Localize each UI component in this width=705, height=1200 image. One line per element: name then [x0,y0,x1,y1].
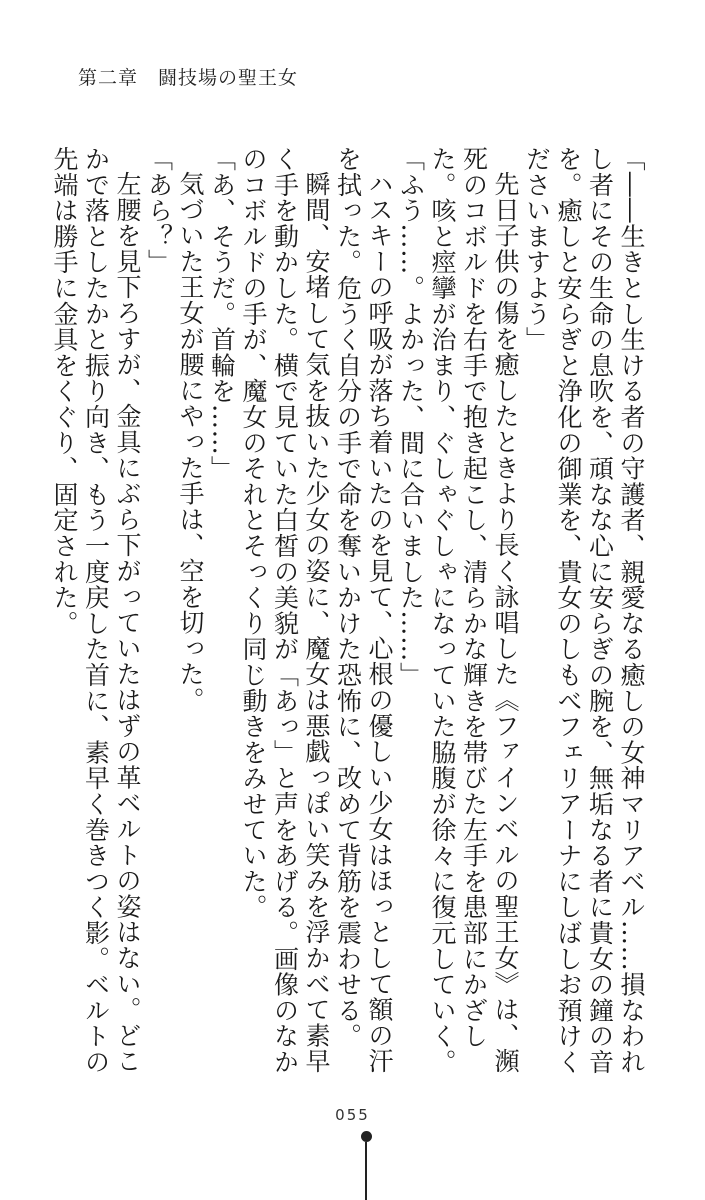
page-number: 055 [335,1106,370,1124]
paragraph: 左腰を見下ろすが、金具にぶら下がっていたはずの革ベルトの姿はない。どこかで落としたかと振り向き、もう一度戻した首に、素早く巻きつく影。ベルトの先端は勝手に金具をくぐり、固定された。 [50,146,142,1075]
page-marker-line [365,1142,367,1200]
page-marker-dot [361,1131,372,1142]
paragraph: 「あ、そうだ。首輪を……」 [207,146,237,482]
paragraph: 「――生きとし生ける者の守護者、親愛なる癒しの女神マリアベル……損なわれし者にその生命の息吹を、頑なな心に安らぎの腕を、無垢なる者に貴女の鐘の音を。癒しと安らぎと浄化の御業を、貴女のしもべフェリアーナにしばしお預けくださいますよう」 [522,146,646,1075]
paragraph: 先日子供の傷を癒したときより長く詠唱した《ファインベルの聖王女》は、瀕死のコボルドを右手で抱き起こし、清らかな輝きを帯びた左手を患部にかざした。咳と痙攣が治まり、ぐしゃぐしゃになっていた脇腹が徐々に復元していく。 [428,146,520,1075]
paragraph: 「ふう……。よかった、間に合いました……」 [396,146,426,688]
paragraph: 気づいた王女が腰にやった手は、空を切った。 [176,171,205,713]
paragraph: ハスキーの呼吸が落ち着いたのを見て、心根の優しい少女はほっとして額の汗を拭った。危うく自分の手で命を奪いかけた恐怖に、改めて背筋を震わせる。 [333,146,394,1074]
running-head: 第二章 闘技場の聖王女 [78,67,299,89]
paragraph: 瞬間、安堵して気を抜いた少女の姿に、魔女は悪戯っぽい笑みを浮かべて素早く手を動かした。横で見ていた白皙の美貌が「あっ」と声をあげる。画像のなかのコボルドの手が、魔女のそれとそっくり同じ動きをみせていた。 [239,146,331,1075]
body-text [50,146,647,1076]
paragraph: 「あら？」 [144,146,174,275]
